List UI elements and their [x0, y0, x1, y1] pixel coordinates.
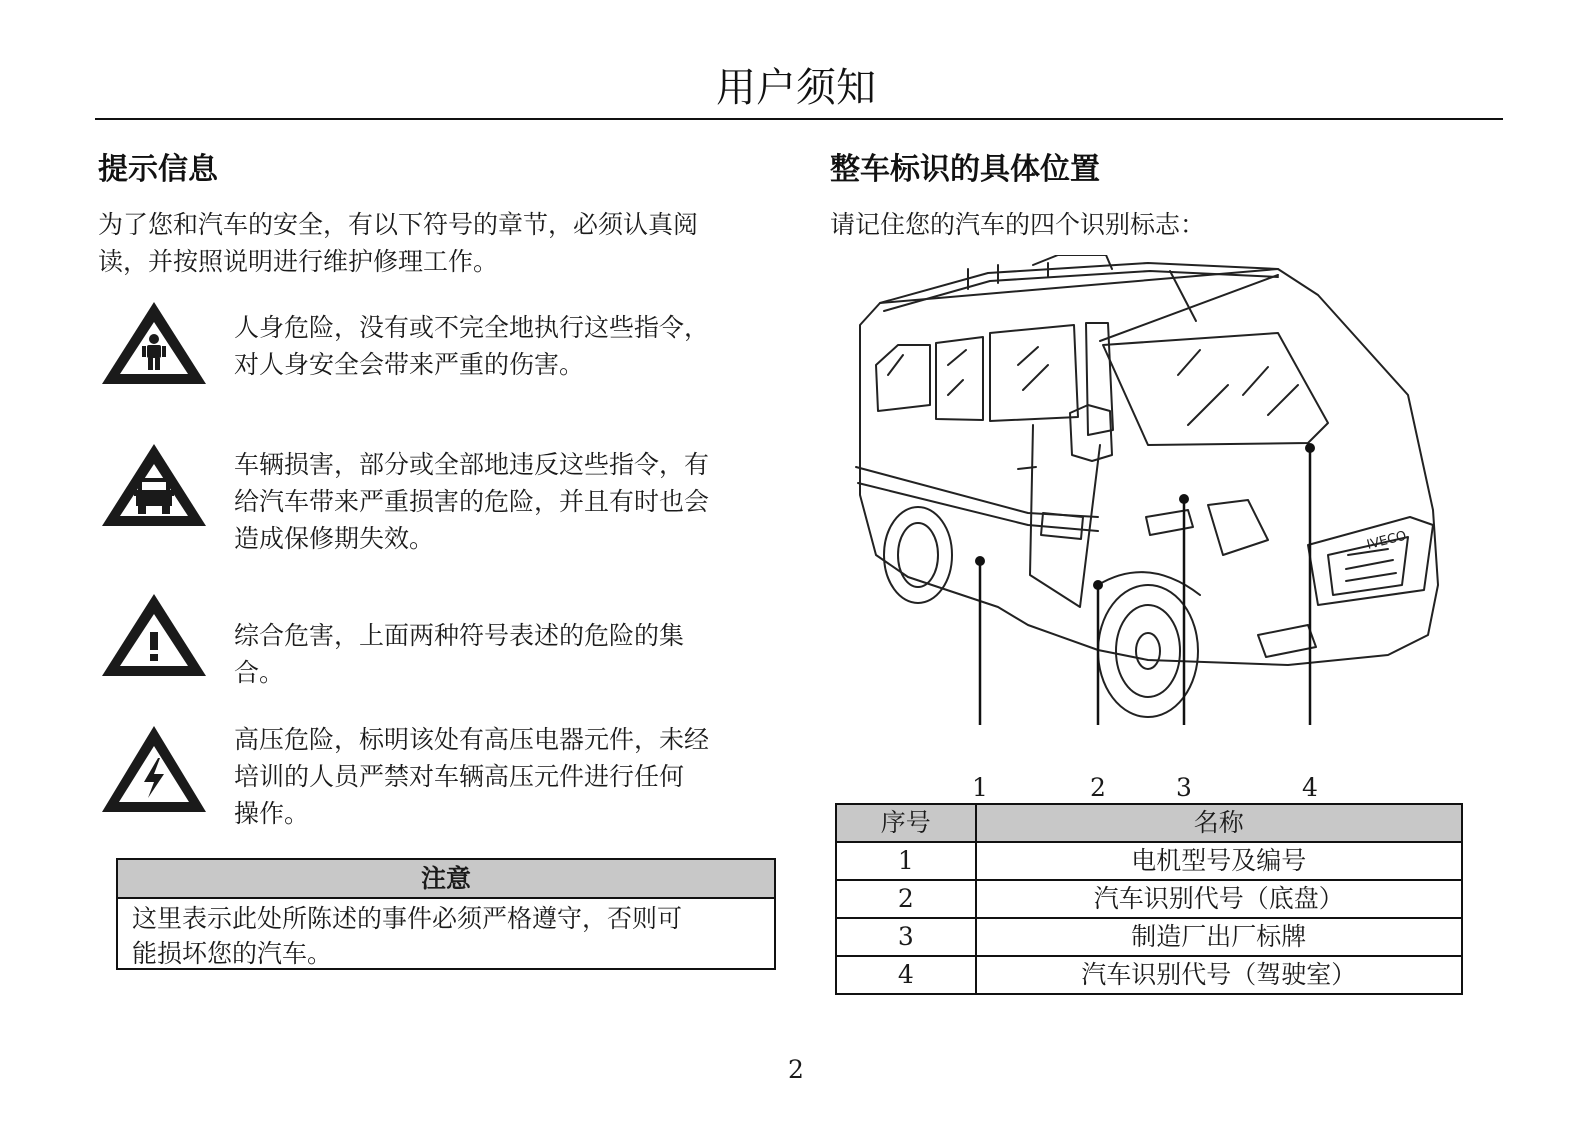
- page-number: 2: [788, 1055, 804, 1084]
- callout-leaders: [980, 448, 1310, 725]
- title-divider: [95, 118, 1503, 120]
- vehicle-damage-icon: [98, 440, 210, 532]
- table-row: [836, 918, 1462, 956]
- column-header-number: 序号: [836, 804, 976, 842]
- identification-intro: 请记住您的汽车的四个识别标志：: [830, 210, 1206, 239]
- table-row: [836, 842, 1462, 880]
- warning-line: 综合危害，上面两种符号表述的危险的集: [234, 621, 685, 650]
- warning-text-person: [234, 309, 709, 383]
- high-voltage-icon: [98, 722, 210, 818]
- page-title: 用户须知: [716, 65, 876, 111]
- warning-line: 人身危险，没有或不完全地执行这些指令，: [234, 313, 710, 342]
- table-cell-name: 制造厂出厂标牌: [976, 918, 1462, 956]
- warning-line: 车辆损害，部分或全部地违反这些指令，有: [234, 450, 710, 479]
- table-header-row: [836, 804, 1462, 842]
- table-cell-name: 汽车识别代号（驾驶室）: [976, 956, 1462, 994]
- intro-line: 读，并按照说明进行维护修理工作。: [98, 247, 499, 276]
- notice-line: 能损坏您的汽车。: [132, 939, 333, 968]
- callout-dot-4: [1305, 443, 1315, 453]
- warning-text-voltage: [234, 721, 709, 832]
- table-cell-name: 电机型号及编号: [976, 842, 1462, 880]
- table-row: [836, 880, 1462, 918]
- notice-box: [116, 858, 776, 970]
- callout-number-2: 2: [1090, 773, 1106, 802]
- warning-line: 高压危险，标明该处有高压电器元件，未经: [234, 725, 710, 754]
- callout-dot-3: [1179, 494, 1189, 504]
- warning-line: 合。: [234, 658, 285, 687]
- callout-dot-1: [975, 556, 985, 566]
- warning-text-general: [234, 617, 684, 691]
- intro-line: 为了您和汽车的安全，有以下符号的章节，必须认真阅: [98, 210, 699, 239]
- notice-title: 注意: [118, 860, 774, 899]
- van-brand-text: IVECO: [1365, 528, 1409, 553]
- warning-line: 造成保修期失效。: [234, 524, 435, 553]
- warning-line: 对人身安全会带来严重的伤害。: [234, 350, 585, 379]
- left-section-heading: 提示信息: [98, 152, 218, 187]
- identification-table: [835, 803, 1463, 995]
- table-cell-number: 2: [836, 880, 976, 918]
- callout-number-4: 4: [1302, 773, 1318, 802]
- table-row: [836, 956, 1462, 994]
- general-hazard-icon: [98, 590, 210, 682]
- person-danger-icon: [98, 298, 210, 390]
- van-body: [856, 255, 1438, 717]
- warning-line: 给汽车带来严重损害的危险，并且有时也会: [234, 487, 710, 516]
- table-cell-number: 3: [836, 918, 976, 956]
- notice-body: [118, 899, 774, 971]
- column-header-name: 名称: [976, 804, 1462, 842]
- warning-text-vehicle: [234, 446, 709, 557]
- callout-dot-2: [1093, 580, 1103, 590]
- callout-number-3: 3: [1176, 773, 1192, 802]
- right-section-heading: 整车标识的具体位置: [830, 152, 1100, 187]
- warning-line: 操作。: [234, 799, 310, 828]
- callout-number-1: 1: [972, 773, 988, 802]
- table-cell-number: 4: [836, 956, 976, 994]
- intro-paragraph: [98, 206, 698, 280]
- notice-line: 这里表示此处所陈述的事件必须严格遵守，否则可: [132, 904, 683, 933]
- table-cell-number: 1: [836, 842, 976, 880]
- table-cell-name: 汽车识别代号（底盘）: [976, 880, 1462, 918]
- van-illustration: [848, 255, 1458, 725]
- warning-line: 培训的人员严禁对车辆高压元件进行任何: [234, 762, 685, 791]
